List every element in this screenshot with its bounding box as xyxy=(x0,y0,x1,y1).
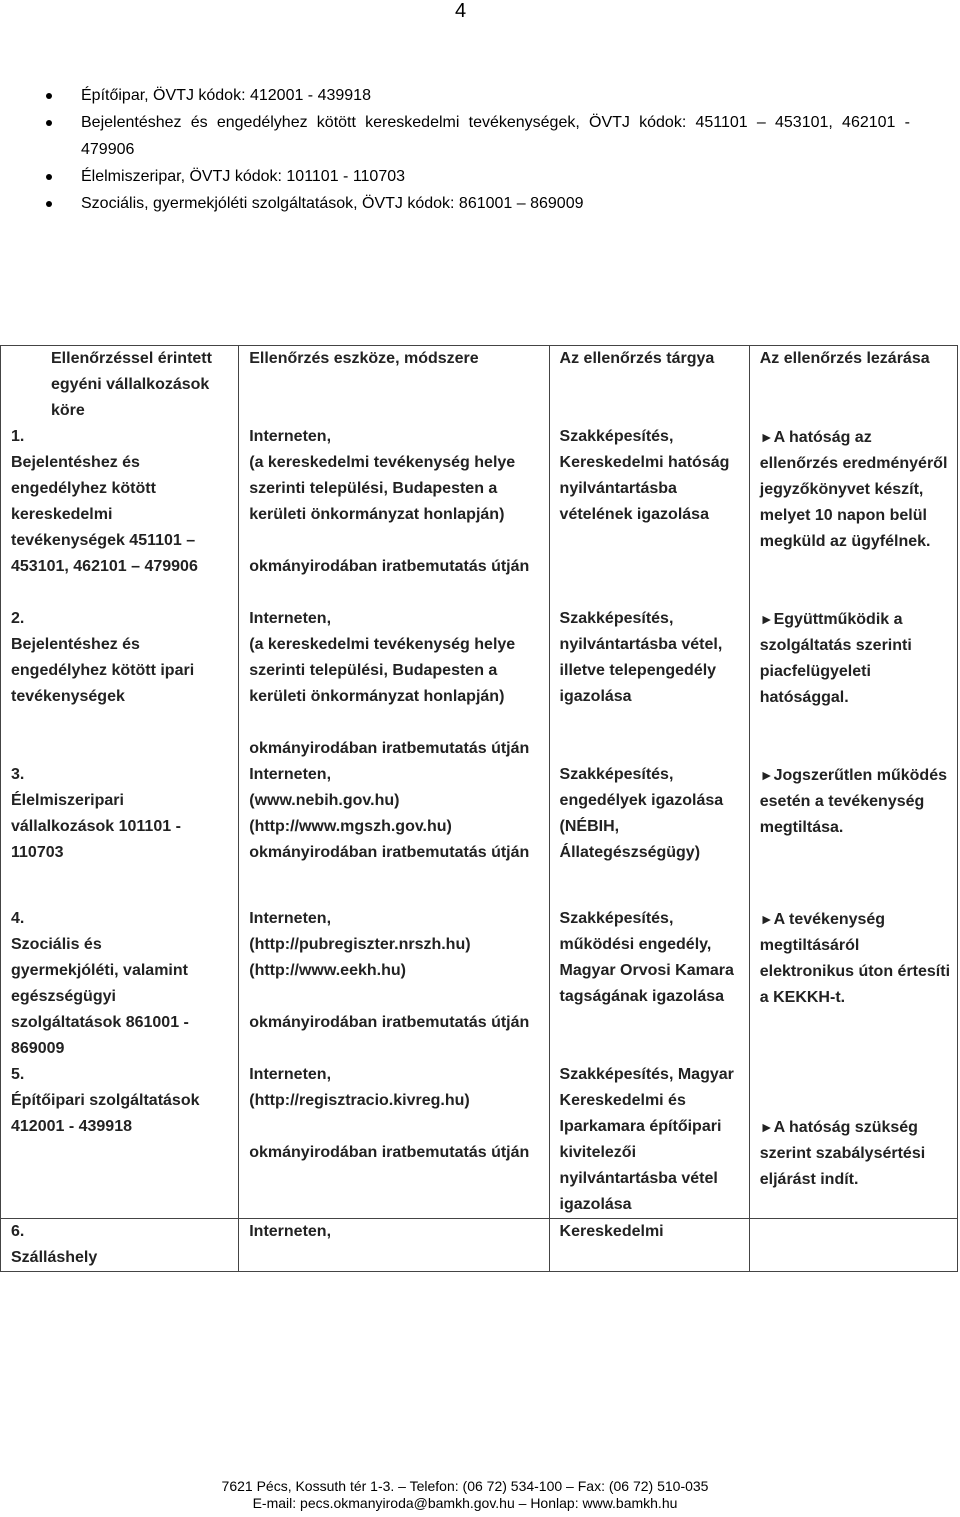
method-office: okmányirodában iratbemutatás útján xyxy=(249,1144,530,1161)
method-detail: (http://pubregiszter.nrszh.hu) (http://www.eekh.hu) xyxy=(249,936,471,979)
method-office: okmányirodában iratbemutatás útján xyxy=(249,844,530,861)
table-row xyxy=(1,1219,958,1272)
arrow-right-icon: ► xyxy=(759,611,774,627)
inspection-subject: Szakképesítés, Magyar Kereskedelmi és Iparkamara építőipari kivitelezői nyilvántartásba vétel igazolása xyxy=(559,1066,734,1213)
method-channel: Interneten, xyxy=(249,428,332,445)
row-number: 4. xyxy=(11,910,25,927)
method-channel: Interneten, xyxy=(249,766,332,783)
bullet-item: Szociális, gyermekjóléti szolgáltatások, ÖVTJ kódok: 861001 – 869009 xyxy=(40,190,910,217)
table-row xyxy=(1,1062,958,1219)
bullet-list xyxy=(40,82,910,217)
method-detail: (www.nebih.gov.hu) (http://www.mgszh.gov.hu) xyxy=(249,792,452,835)
arrow-right-icon: ► xyxy=(759,767,774,783)
bullet-item: Építőipar, ÖVTJ kódok: 412001 - 439918 xyxy=(40,82,910,109)
page-footer xyxy=(0,1478,930,1512)
row-subject: Bejelentéshez és engedélyhez kötött kereskedelmi tevékenységek 451101 – 453101, 462101 – 479906 xyxy=(11,454,198,575)
footer-contact: E-mail: pecs.okmanyiroda@bamkh.gov.hu – Honlap: www.bamkh.hu xyxy=(252,1495,678,1511)
closure-text: Jogszerűtlen működés esetén a tevékenység megtiltása. xyxy=(759,767,947,836)
row-number: 1. xyxy=(11,428,25,445)
row-subject: Szálláshely xyxy=(11,1249,98,1266)
row-number: 3. xyxy=(11,766,25,783)
method-channel: Interneten, xyxy=(249,610,332,627)
inspection-subject: Szakképesítés, nyilvántartásba vétel, illetve telepengedély igazolása xyxy=(559,610,723,705)
inspection-subject: Szakképesítés, működési engedély, Magyar Orvosi Kamara tagságának igazolása xyxy=(559,910,734,1005)
page-number: 4 xyxy=(455,0,467,22)
table-row xyxy=(1,762,958,866)
closure-text: A hatóság az ellenőrzés eredményéről jegyzőkönyvet készít, melyet 10 napon belül megküld az ügyfélnek. xyxy=(759,429,948,550)
row-number: 2. xyxy=(11,610,25,627)
row-subject: Élelmiszeripari vállalkozások 101101 - 110703 xyxy=(11,792,181,861)
row-subject: Építőipari szolgáltatások 412001 - 439918 xyxy=(11,1092,200,1135)
header-col2: Ellenőrzés eszköze, módszere xyxy=(249,350,479,367)
table-row xyxy=(1,580,958,762)
method-office: okmányirodában iratbemutatás útján xyxy=(249,740,530,757)
bullet-item: Bejelentéshez és engedélyhez kötött kereskedelmi tevékenységek, ÖVTJ kódok: 451101 – 453101, 462101 - 479906 xyxy=(40,109,910,163)
row-number: 5. xyxy=(11,1066,25,1083)
table-row xyxy=(1,424,958,580)
arrow-right-icon: ► xyxy=(759,429,774,445)
method-detail: (a kereskedelmi tevékenység helye szerinti települési, Budapesten a kerületi önkormányzat honlapján) xyxy=(249,454,516,523)
header-col4: Az ellenőrzés lezárása xyxy=(759,350,930,367)
method-office: okmányirodában iratbemutatás útján xyxy=(249,558,530,575)
table-header-row xyxy=(1,346,958,425)
method-office: okmányirodában iratbemutatás útján xyxy=(249,1014,530,1031)
header-col1: Ellenőrzéssel érintett egyéni vállalkozások köre xyxy=(51,350,212,419)
method-channel: Interneten, xyxy=(249,910,332,927)
arrow-right-icon: ► xyxy=(759,911,774,927)
closure-text: A tevékenység megtiltásáról elektronikus úton értesíti a KEKKH-t. xyxy=(759,911,951,1006)
method-channel: Interneten, xyxy=(249,1066,332,1083)
bullet-item: Élelmiszeripar, ÖVTJ kódok: 101101 - 110703 xyxy=(40,163,910,190)
row-subject: Bejelentéshez és engedélyhez kötött ipari tevékenységek xyxy=(11,636,195,705)
method-detail: (a kereskedelmi tevékenység helye szerinti települési, Budapesten a kerületi önkormányzat honlapján) xyxy=(249,636,516,705)
method-detail: (http://regisztracio.kivreg.hu) xyxy=(249,1092,470,1109)
inspection-subject: Szakképesítés, engedélyek igazolása (NÉBIH, Állategészségügy) xyxy=(559,766,724,861)
closure-text: A hatóság szükség szerint szabálysértési eljárást indít. xyxy=(759,1119,926,1188)
table-row xyxy=(1,866,958,1062)
closure-text: Együttműködik a szolgáltatás szerinti piacfelügyeleti hatósággal. xyxy=(759,611,912,706)
arrow-right-icon: ► xyxy=(759,1119,774,1135)
footer-address: 7621 Pécs, Kossuth tér 1-3. – Telefon: (06 72) 534-100 – Fax: (06 72) 510-035 xyxy=(221,1478,709,1494)
inspection-subject: Szakképesítés, Kereskedelmi hatóság nyilvántartásba vételének igazolása xyxy=(559,428,730,523)
inspection-subject: Kereskedelmi xyxy=(559,1223,664,1240)
method-channel: Interneten, xyxy=(249,1223,332,1240)
row-subject: Szociális és gyermekjóléti, valamint egészségügyi szolgáltatások 861001 - 869009 xyxy=(11,936,189,1057)
header-col3: Az ellenőrzés tárgya xyxy=(559,350,715,367)
row-number: 6. xyxy=(11,1223,25,1240)
inspection-table xyxy=(0,345,958,1272)
